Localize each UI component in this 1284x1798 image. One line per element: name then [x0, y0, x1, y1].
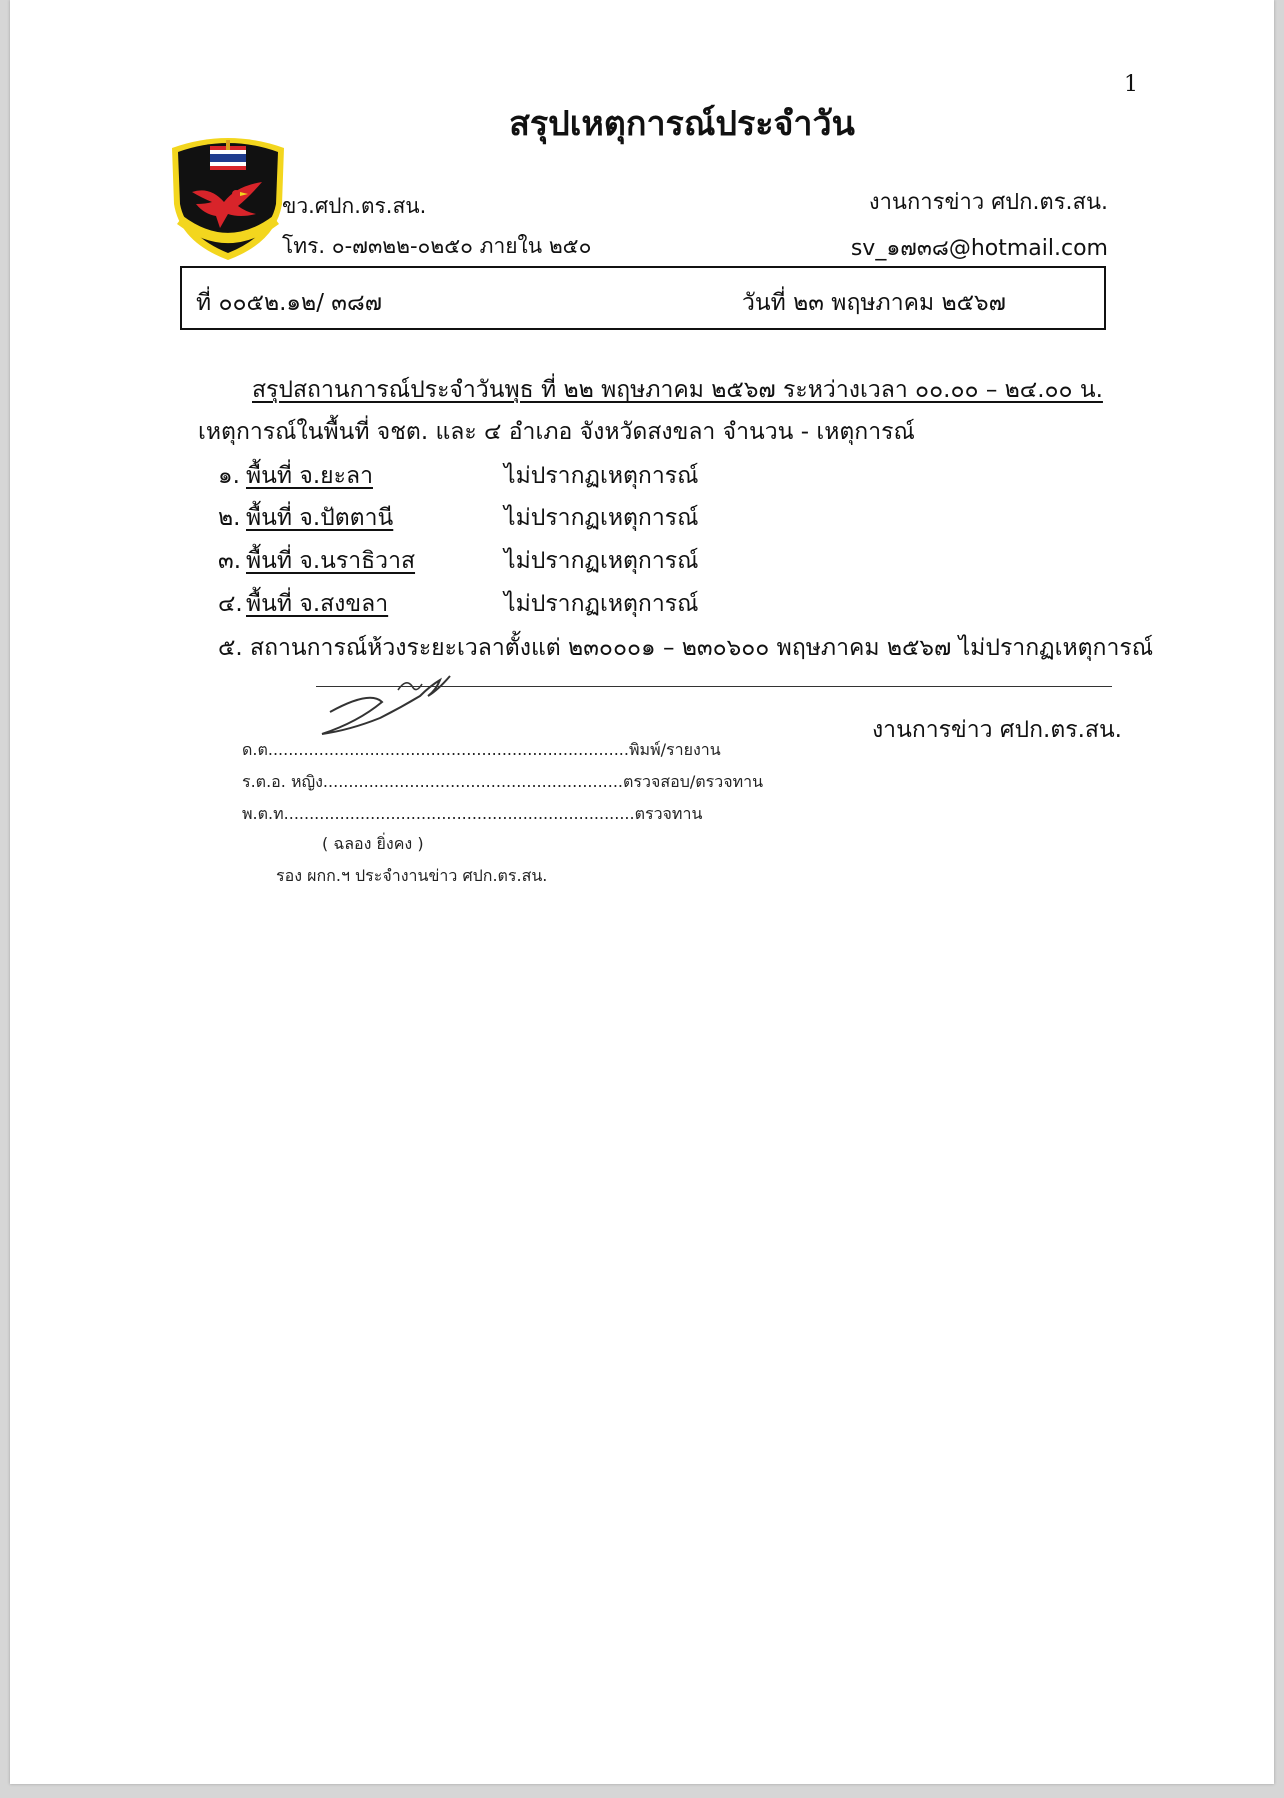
area-status: ไม่ปรากฏเหตุการณ์	[504, 591, 699, 617]
area-name: พื้นที่ จ.นราธิวาส	[246, 548, 416, 574]
signature-line-reviewer: ร.ต.อ. หญิง...........................................................ตรวจสอบ/ตรวจทาน	[242, 772, 764, 791]
email-address: sv_๑๗๓๘@hotmail.com	[850, 236, 1108, 261]
item-five: ๕. สถานการณ์ห้วงระยะเวลาตั้งแต่ ๒๓๐๐๐๑ – ๒๓๐๖๐๐ พฤษภาคม ๒๕๖๗ ไม่ปรากฏเหตุการณ์	[218, 635, 1154, 661]
reference-number: ที่ ๐๐๕๒.๑๒/ ๓๘๗	[196, 290, 383, 316]
phone-number: โทร. ๐-๗๓๒๒-๐๒๕๐ ภายใน ๒๕๐	[282, 234, 592, 258]
reference-box	[180, 266, 1106, 330]
area-number: ๔.	[218, 591, 243, 617]
area-name: พื้นที่ จ.ยะลา	[246, 463, 373, 489]
signer-name: ( ฉลอง ยิ่งคง )	[322, 834, 424, 853]
signature-line-approver: พ.ต.ท.....................................................................ตรวจทาน	[242, 804, 703, 823]
area-name: พื้นที่ จ.ปัตตานี	[246, 505, 394, 531]
org-name-right: งานการข่าว ศปก.ตร.สน.	[868, 190, 1108, 215]
signer-position: รอง ผกก.ฯ ประจำงานข่าว ศปก.ตร.สน.	[276, 866, 548, 885]
document-page	[10, 0, 1274, 1784]
reference-date: วันที่ ๒๓ พฤษภาคม ๒๕๖๗	[742, 290, 1006, 316]
org-short: ขว.ศปก.ตร.สน.	[282, 194, 427, 218]
area-number: ๒.	[218, 505, 241, 531]
area-status: ไม่ปรากฏเหตุการณ์	[504, 548, 699, 574]
page-number: 1	[1124, 72, 1138, 97]
emblem-logo	[166, 134, 290, 262]
summary-heading: สรุปสถานการณ์ประจำวันพุธ ที่ ๒๒ พฤษภาคม ๒๕๖๗ ระหว่างเวลา ๐๐.๐๐ – ๒๔.๐๐ น.	[252, 377, 1103, 403]
intro-text: เหตุการณ์ในพื้นที่ จชต. และ ๔ อำเภอ จังหวัดสงขลา จำนวน - เหตุการณ์	[198, 419, 915, 445]
area-number: ๑.	[218, 463, 240, 489]
area-status: ไม่ปรากฏเหตุการณ์	[504, 463, 699, 489]
document-title: สรุปเหตุการณ์ประจำวัน	[509, 104, 855, 144]
area-number: ๓.	[218, 548, 242, 574]
footer-org: งานการข่าว ศปก.ตร.สน.	[871, 717, 1122, 743]
area-status: ไม่ปรากฏเหตุการณ์	[504, 505, 699, 531]
area-name: พื้นที่ จ.สงขลา	[246, 591, 389, 617]
signature-line-typist: ด.ต.......................................................................พิมพ์/รายงาน	[242, 740, 721, 759]
